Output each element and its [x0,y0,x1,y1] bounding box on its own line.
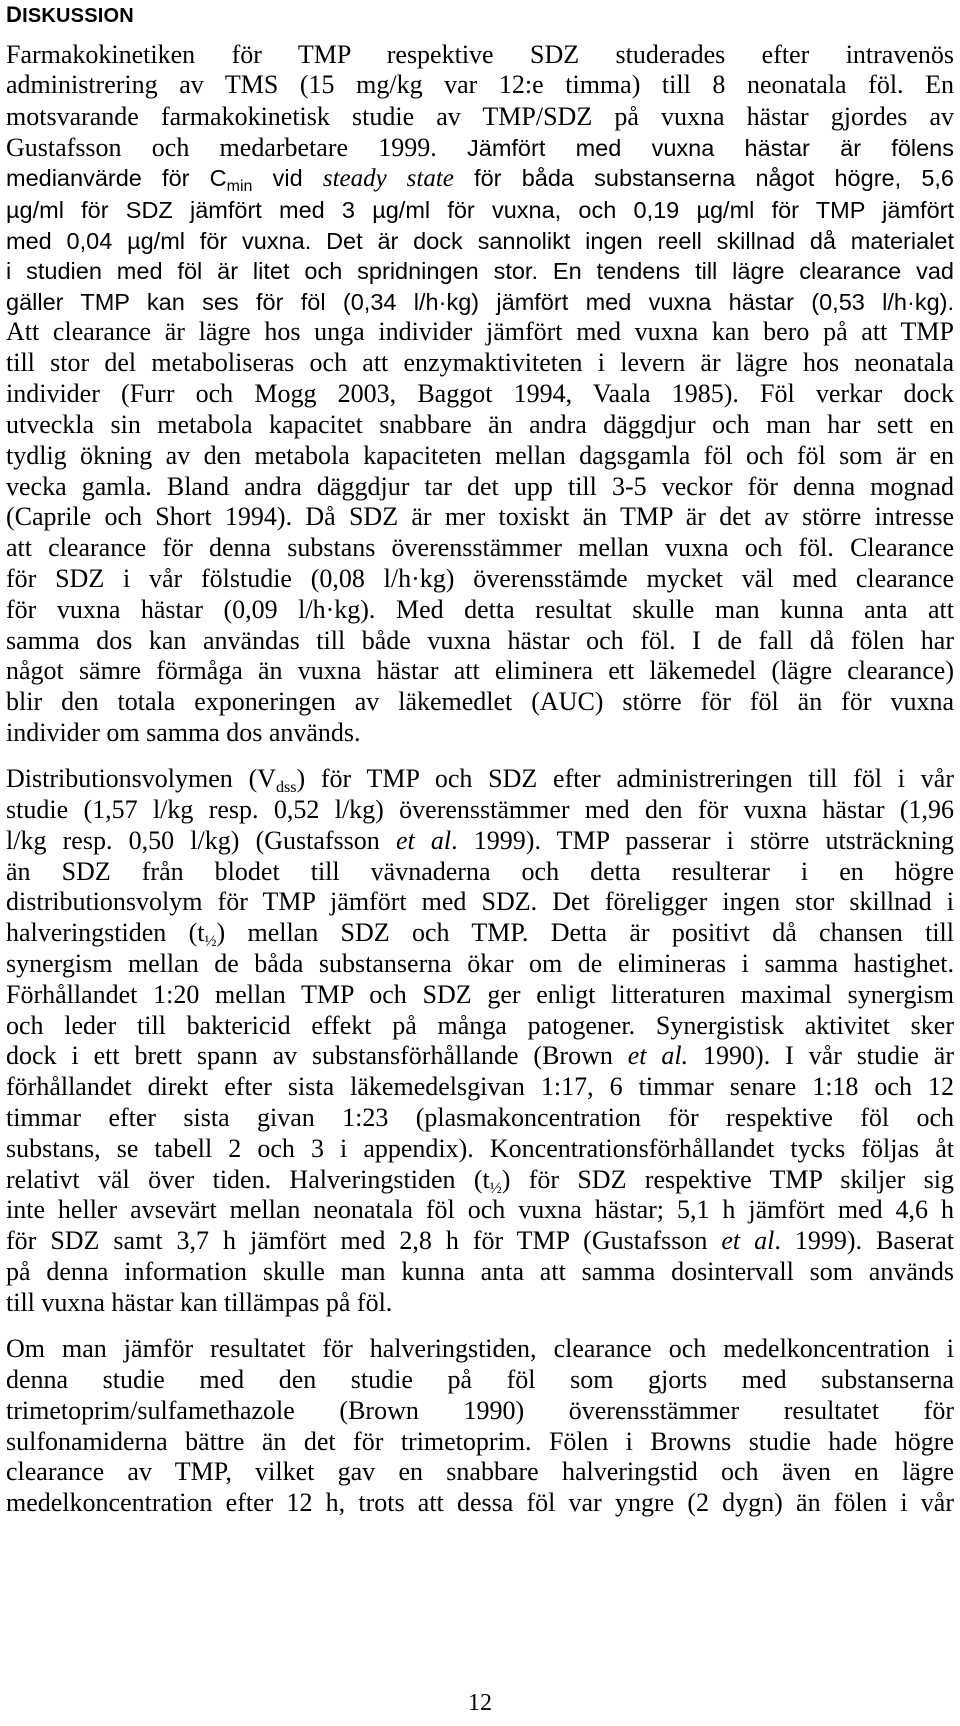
text-line: µg/ml för SDZ jämfört med 3 µg/ml för vuxna, och 0,19 µg/ml för TMP jämfört [6,197,954,223]
text-line: Gustafsson och medarbetare 1999. Jämfört med vuxna hästar är fölens [6,133,954,162]
text-line: distributionsvolym för TMP jämfört med SDZ. Det föreligger ingen stor skillnad i [6,887,954,916]
text-line: inte heller avsevärt mellan neonatala föl och vuxna hästar; 5,1 h jämfört med 4,6 h [6,1195,954,1224]
text-line: denna studie med den studie på föl som gjorts med substanserna [6,1365,954,1394]
text-line: på denna information skulle man kunna anta att samma dosintervall som används [6,1257,954,1286]
text-line: individer (Furr och Mogg 2003, Baggot 1994, Vaala 1985). Föl verkar dock [6,379,954,408]
text-line: halveringstiden $(t_{\frac{1}{2}})$ mellan SDZ och TMP. Detta är positivt då chansen till [6,918,954,950]
text-line: Om man jämför resultatet för halveringstiden, clearance och medelkoncentration i [6,1334,954,1363]
text-line: Att clearance är lägre hos unga individer jämfört med vuxna kan bero på att TMP [6,317,954,346]
text-line: blir den totala exponeringen av läkemedlet (AUC) större för föl än för vuxna [6,687,954,716]
text-line: för vuxna hästar (0,09 l/h·kg). Med detta resultat skulle man kunna anta att [6,595,954,624]
text-line: sulfonamiderna bättre än det för trimetoprim. Fölen i Browns studie hade högre [6,1427,954,1456]
text-line: medelkoncentration efter 12 h, trots att dessa föl var yngre (2 dygn) än fölen i vår [6,1488,954,1517]
text-line: (Caprile och Short 1994). Då SDZ är mer toxiskt än TMP är det av större intresse [6,502,954,531]
text-line: medianvärde för $C_{min}$ vid steady state för båda substanserna något högre, 5,6 [6,165,954,195]
text-line: Distributionsvolymen $(V_{dss})$ för TMP och SDZ efter administreringen till föl i vår [6,764,954,796]
text-line: individer om samma dos används. [6,718,361,747]
text-line: samma dos kan användas till både vuxna hästar och föl. I de fall då fölen har [6,626,954,655]
text-line: än SDZ från blodet till vävnaderna och detta resulterar i en högre [6,857,954,886]
text-line: l/kg resp. 0,50 l/kg) (Gustafsson et al. 1999). TMP passerar i större utsträckning [6,826,954,855]
text-line: utveckla sin metabola kapacitet snabbare än andra däggdjur och man har sett en [6,410,954,439]
text-line: att clearance för denna substans överensstämmer mellan vuxna och föl. Clearance [6,533,954,562]
page-number: 12 [468,1690,492,1716]
text-line: administrering av TMS (15 mg/kg var 12:e timma) till 8 neonatala föl. En [6,70,954,99]
text-line: i studien med föl är litet och spridningen stor. En tendens till lägre clearance vad [6,258,954,284]
text-line: trimetoprim/sulfamethazole (Brown 1990) överensstämmer resultatet för [6,1396,954,1425]
text-line: timmar efter sista givan 1:23 (plasmakoncentration för respektive föl och [6,1103,954,1132]
text-line: dock i ett brett spann av substansförhållande (Brown et al. 1990). I vår studie är [6,1041,954,1070]
text-line: relativt väl över tiden. Halveringstiden $(t_{\frac{1}{2}})$ för SDZ respektive TMP skiljer sig [6,1165,954,1197]
text-line: till stor del metaboliseras och att enzymaktiviteten i levern är lägre hos neonatala [6,348,954,377]
text-line: och leder till baktericid effekt på många patogener. Synergistisk aktivitet sker [6,1011,954,1040]
text-line: till vuxna hästar kan tillämpas på föl. [6,1288,393,1317]
section-heading: DISKUSSION [6,2,134,27]
text-line: substans, se tabell 2 och 3 i appendix). Koncentrationsförhållandet tycks följas åt [6,1134,954,1163]
text-line: clearance av TMP, vilket gav en snabbare halveringstid och även en lägre [6,1457,954,1486]
text-line: förhållandet direkt efter sista läkemedelsgivan 1:17, 6 timmar senare 1:18 och 12 [6,1072,954,1101]
text-line: för SDZ i vår fölstudie (0,08 l/h·kg) överensstämde mycket väl med clearance [6,564,954,593]
text-line: studie (1,57 l/kg resp. 0,52 l/kg) överensstämmer med den för vuxna hästar (1,96 [6,795,954,824]
text-line: vecka gamla. Bland andra däggdjur tar det upp till 3-5 veckor för denna mognad [6,472,954,501]
text-line: för SDZ samt 3,7 h jämfört med 2,8 h för TMP (Gustafsson et al. 1999). Baserat [6,1226,954,1255]
text-line: något sämre förmåga än vuxna hästar att eliminera ett läkemedel (lägre clearance) [6,656,954,685]
text-line: Förhållandet 1:20 mellan TMP och SDZ ger enligt litteraturen maximal synergism [6,980,954,1009]
text-line: motsvarande farmakokinetisk studie av TMP/SDZ på vuxna hästar gjordes av [6,102,954,131]
text-line: Farmakokinetiken för TMP respektive SDZ studerades efter intravenös [6,40,954,69]
text-line: gäller TMP kan ses för föl (0,34 l/h·kg) jämfört med vuxna hästar (0,53 l/h·kg). [6,289,954,315]
text-line: med 0,04 µg/ml för vuxna. Det är dock sannolikt ingen reell skillnad då materialet [6,228,954,254]
text-line: synergism mellan de båda substanserna ökar om de elimineras i samma hastighet. [6,949,954,978]
text-line: tydlig ökning av den metabola kapaciteten mellan dagsgamla föl och föl som är en [6,441,954,470]
